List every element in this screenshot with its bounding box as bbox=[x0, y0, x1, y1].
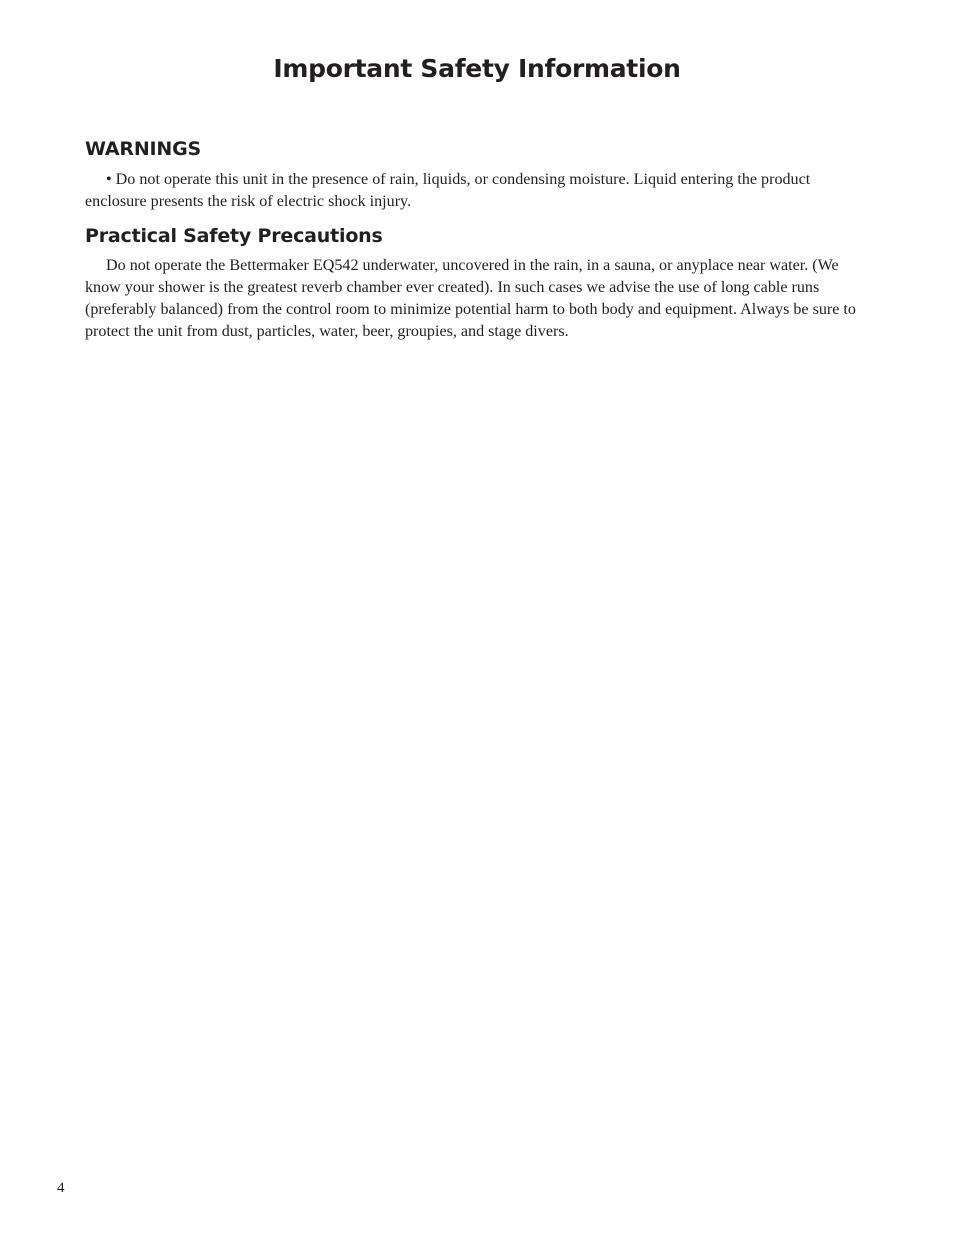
warnings-heading: WARNINGS bbox=[85, 138, 201, 160]
page-title: Important Safety Information bbox=[273, 54, 681, 83]
precautions-text: Do not operate the Bettermaker EQ542 underwater, uncovered in the rain, in a sauna, or anyplace near water. (We know your shower is the greatest reverb chamber ever created). In such cases we advise the use of long cable runs (preferably balanced) from the control room to minimize potential harm to both body and equipment. Always be sure to protect the unit from dust, particles, water, beer, groupies, and stage divers. bbox=[85, 257, 856, 340]
warnings-text: • Do not operate this unit in the presence of rain, liquids, or condensing moisture. Liquid entering the product enclosure presents the risk of electric shock injury. bbox=[85, 171, 811, 210]
precautions-heading: Practical Safety Precautions bbox=[85, 225, 383, 247]
page-number: 4 bbox=[57, 1180, 65, 1196]
